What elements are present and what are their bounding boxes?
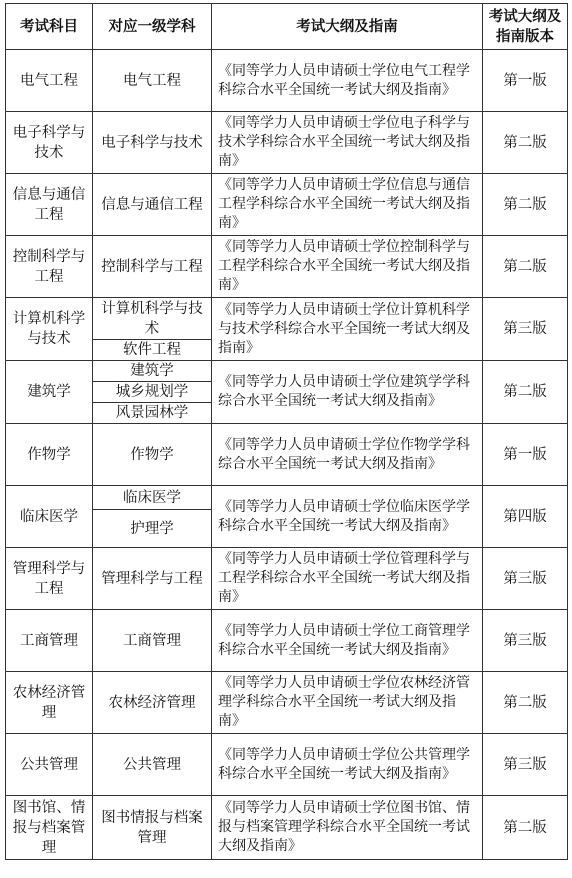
subject-cell: 信息与通信工程 [6,174,93,236]
discipline-cell: 城乡规划学 [93,382,212,403]
table-row [6,174,568,236]
header-subject: 考试科目 [6,4,93,50]
guide-cell: 《同等学力人员申请硕士学位农林经济管理学科综合水平全国统一考试大纲及指南》 [212,672,483,734]
discipline-cell: 临床医学 [93,486,212,510]
discipline-cell: 工商管理 [93,610,212,672]
version-cell: 第二版 [483,236,568,298]
discipline-cell: 控制科学与工程 [93,236,212,298]
discipline-cell: 公共管理 [93,734,212,796]
subject-cell: 建筑学 [6,361,93,424]
subject-cell: 临床医学 [6,486,93,548]
discipline-cell: 管理科学与工程 [93,548,212,610]
guide-cell: 《同等学力人员申请硕士学位临床医学学科综合水平全国统一考试大纲及指南》 [212,486,483,548]
discipline-cell: 农林经济管理 [93,672,212,734]
subject-cell: 电子科学与技术 [6,112,93,174]
guide-cell: 《同等学力人员申请硕士学位控制科学与工程学科综合水平全国统一考试大纲及指南》 [212,236,483,298]
table-row [6,486,568,510]
subject-cell: 农林经济管理 [6,672,93,734]
guide-cell: 《同等学力人员申请硕士学位工商管理学科综合水平全国统一考试大纲及指南》 [212,610,483,672]
guide-cell: 《同等学力人员申请硕士学位公共管理学科综合水平全国统一考试大纲及指南》 [212,734,483,796]
guide-cell: 《同等学力人员申请硕士学位作物学学科综合水平全国统一考试大纲及指南》 [212,424,483,486]
table-row [6,672,568,734]
guide-cell: 《同等学力人员申请硕士学位建筑学学科综合水平全国统一考试大纲及指南》 [212,361,483,424]
guide-cell: 《同等学力人员申请硕士学位计算机科学与技术学科综合水平全国统一考试大纲及指南》 [212,298,483,361]
table-row [6,298,568,340]
guide-cell: 《同等学力人员申请硕士学位图书馆、情报与档案管理学科综合水平全国统一考试大纲及指南》 [212,796,483,860]
version-cell: 第二版 [483,796,568,860]
subject-cell: 工商管理 [6,610,93,672]
table-row [6,112,568,174]
subject-cell: 管理科学与工程 [6,548,93,610]
discipline-cell: 电气工程 [93,50,212,112]
version-cell: 第二版 [483,112,568,174]
header-row [6,4,568,50]
header-version: 考试大纲及指南版本 [483,4,568,50]
discipline-cell: 软件工程 [93,340,212,361]
version-cell: 第二版 [483,174,568,236]
guide-cell: 《同等学力人员申请硕士学位管理科学与工程学科综合水平全国统一考试大纲及指南》 [212,548,483,610]
subject-cell: 作物学 [6,424,93,486]
subject-cell: 图书馆、情报与档案管理 [6,796,93,860]
table-row [6,734,568,796]
discipline-cell: 图书情报与档案管理 [93,796,212,860]
version-cell: 第一版 [483,50,568,112]
version-cell: 第四版 [483,486,568,548]
discipline-cell: 护理学 [93,510,212,548]
discipline-cell: 建筑学 [93,361,212,382]
subject-cell: 计算机科学与技术 [6,298,93,361]
table-row [6,424,568,486]
table-row [6,610,568,672]
discipline-cell: 电子科学与技术 [93,112,212,174]
version-cell: 第三版 [483,734,568,796]
table-row [6,50,568,112]
subject-cell: 电气工程 [6,50,93,112]
discipline-cell: 风景园林学 [93,403,212,424]
header-guide: 考试大纲及指南 [212,4,483,50]
version-cell: 第三版 [483,548,568,610]
version-cell: 第三版 [483,298,568,361]
version-cell: 第三版 [483,610,568,672]
table-row [6,548,568,610]
discipline-cell: 计算机科学与技术 [93,298,212,340]
table-row [6,236,568,298]
guide-cell: 《同等学力人员申请硕士学位信息与通信工程学科综合水平全国统一考试大纲及指南》 [212,174,483,236]
subject-cell: 公共管理 [6,734,93,796]
version-cell: 第二版 [483,361,568,424]
version-cell: 第一版 [483,424,568,486]
subject-cell: 控制科学与工程 [6,236,93,298]
version-cell: 第二版 [483,672,568,734]
header-discipline: 对应一级学科 [93,4,212,50]
table-row [6,361,568,382]
guide-cell: 《同等学力人员申请硕士学位电气工程学科综合水平全国统一考试大纲及指南》 [212,50,483,112]
guide-cell: 《同等学力人员申请硕士学位电子科学与技术学科综合水平全国统一考试大纲及指南》 [212,112,483,174]
exam-guide-table [5,3,568,860]
table-row [6,796,568,860]
discipline-cell: 作物学 [93,424,212,486]
discipline-cell: 信息与通信工程 [93,174,212,236]
